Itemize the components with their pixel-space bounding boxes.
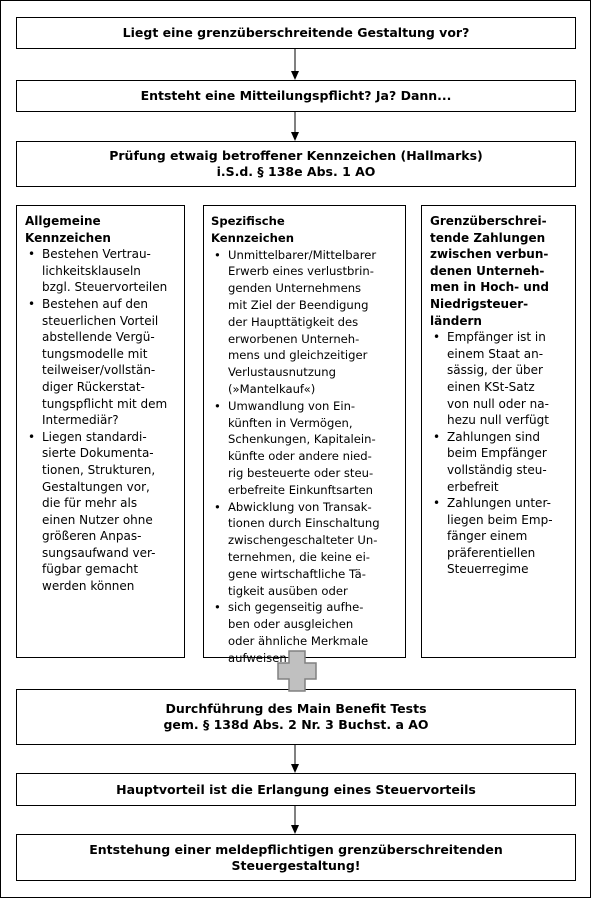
item-line: steuerlichen Vorteil [42,313,159,328]
item-line: • Bestehen Vertrau- [42,247,151,262]
item-line: oder ähnliche Merkmale [228,633,369,648]
column-grenz-heading [430,213,569,329]
item-line: Steuerregime [447,562,529,577]
item-line: • Umwandlung von Ein- [228,398,356,413]
result-line-2: Steuergestaltung! [231,857,361,873]
heading-line: ländern [430,313,482,328]
item-line: • Unmittelbarer/Mittelbarer [228,247,377,262]
arrowhead-1 [291,71,299,80]
spezifische-list [211,247,399,667]
heading-line: zwischen verbun- [430,247,549,262]
step-question-1-text: Liegt eine grenzüberschreitende Gestaltung vor? [122,25,470,40]
item-line: vollständig steu- [447,462,547,477]
list-item [430,429,569,495]
item-line: ternehmen, die keine ei- [228,549,370,564]
heading-line: denen Unterneh- [430,263,545,278]
list-item [430,329,569,429]
item-line: sierte Dokumenta- [42,446,154,461]
item-line: sässig, der über [447,363,543,378]
item-line: bzgl. Steuervorteilen [42,280,168,295]
arrowhead-2 [291,132,299,141]
step-question-1 [16,17,576,49]
item-line: mit Ziel der Beendigung [228,297,369,312]
list-item [211,499,399,600]
item-line: Schenkungen, Kapitalein- [228,432,376,447]
item-line: • Liegen standardi- [42,429,147,444]
main-benefit-line-1: Durchführung des Main Benefit Tests [165,701,427,716]
item-line: • sich gegenseitig aufhe- [228,600,364,615]
column-spezifische-heading [211,213,399,247]
column-allgemeine-kennzeichen [16,205,185,658]
item-line: lichkeitsklauseln [42,263,141,278]
item-line: größeren Anpas- [42,529,142,544]
item-line: diger Rückerstat- [42,379,145,394]
result-line-1: Entstehung einer meldepflichtigen grenzüberschreitenden [89,841,503,857]
item-line: teilweiser/vollstän- [42,363,156,378]
item-line: • Zahlungen unter- [447,496,551,511]
item-line: beim Empfänger [447,446,547,461]
heading-line: Allgemeine [25,214,101,228]
heading-line: men in Hoch- und [430,280,549,295]
item-line: ben oder ausgleichen [228,617,354,632]
item-line: sungsaufwand ver- [42,545,156,560]
item-line: tigkeit ausüben oder [228,583,348,598]
step-main-benefit-test [16,689,576,745]
step-question-2-text: Entsteht eine Mitteilungspflicht? Ja? Dann... [140,88,452,103]
list-item [25,246,178,296]
list-item [211,247,399,398]
item-line: Intermediär? [42,413,119,428]
arrowhead-4 [291,825,299,834]
item-line: hezu null verfügt [447,413,549,428]
allgemeine-list [25,246,178,594]
list-item [25,429,178,595]
hallmarks-line-2: i.S.d. § 138e Abs. 1 AO [216,164,376,179]
hauptvorteil-text: Hauptvorteil ist die Erlangung eines Steuervorteils [116,781,476,797]
item-line: Verlustausnutzung [228,365,336,380]
item-line: einem Staat an- [447,346,544,361]
list-item [430,495,569,578]
column-allgemeine-heading [25,213,178,246]
item-line: tungsmodelle mit [42,346,148,361]
step-question-2 [16,80,576,112]
item-line: • Bestehen auf den [42,296,148,311]
item-line: rig besteuerte oder steu- [228,465,374,480]
item-line: fänger einem [447,529,528,544]
item-line: fügbar gemacht [42,562,139,577]
item-line: tungspflicht mit dem [42,396,168,411]
item-line: erbefreit [447,479,499,494]
item-line: präferentiellen [447,545,536,560]
item-line: • Abwicklung von Transak- [228,499,372,514]
plus-shape [278,651,316,691]
item-line: (»Mantelkauf«) [228,381,316,396]
item-line: gene wirtschaftliche Tä- [228,566,366,581]
list-item [211,398,399,499]
plus-connector-icon [277,650,317,692]
item-line: erbefreite Einkunftsarten [228,482,374,497]
item-line: künften in Vermögen, [228,415,353,430]
item-line: einen KSt-Satz [447,379,535,394]
item-line: der Haupttätigkeit des [228,314,359,329]
item-line: liegen beim Emp- [447,512,553,527]
step-hauptvorteil [16,773,576,806]
heading-line: Grenzüberschrei- [430,214,547,228]
heading-line: Kennzeichen [25,230,111,245]
item-line: Gestaltungen vor, [42,479,150,494]
arrowhead-3 [291,764,299,773]
item-line: aufweisen [228,650,287,665]
item-line: tionen durch Einschaltung [228,516,380,531]
grenz-list [430,329,569,578]
item-line: abstellende Vergü- [42,330,155,345]
heading-line: tende Zahlungen [430,230,546,245]
step-result [16,834,576,881]
column-spezifische-kennzeichen [203,205,406,665]
step-hallmarks [16,141,576,187]
item-line: Erwerb eines verlustbrin- [228,264,374,279]
heading-line: Spezifische [211,214,285,228]
heading-line: Niedrigsteuer- [430,296,529,311]
column-grenzueberschreitende-zahlungen [421,205,576,658]
item-line: • Zahlungen sind [447,429,540,444]
item-line: genden Unternehmens [228,281,362,296]
item-line: einen Nutzer ohne [42,512,153,527]
item-line: mens und gleichzeitiger [228,348,368,363]
item-line: werden können [42,579,135,594]
item-line: zwischengeschalteter Un- [228,533,378,548]
list-item [25,296,178,429]
item-line: künfte oder andere nied- [228,449,372,464]
heading-line: Kennzeichen [211,230,294,245]
item-line: tionen, Strukturen, [42,462,156,477]
item-line: erworbenen Unterneh- [228,331,360,346]
main-benefit-line-2: gem. § 138d Abs. 2 Nr. 3 Buchst. a AO [163,717,429,732]
item-line: von null oder na- [447,396,549,411]
item-line: die für mehr als [42,496,138,511]
hallmarks-line-1: Prüfung etwaig betroffener Kennzeichen (Hallmarks) [109,148,483,163]
item-line: • Empfänger ist in [447,330,546,345]
